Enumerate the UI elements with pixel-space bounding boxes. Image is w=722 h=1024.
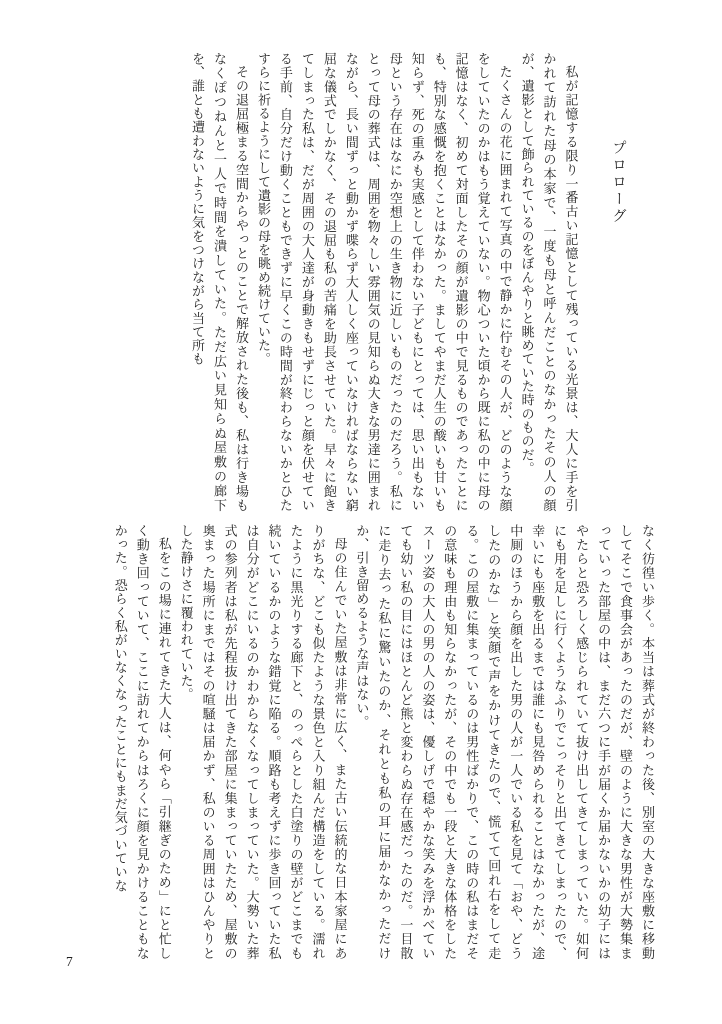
paragraph: たくさんの花に囲まれて写真の中で静かに佇むその人が、どのような顔をしていたのかはもう覚えていない。物心ついた頃から既に私の中に母の記憶はなく、初めて対面したその顔が遺影の中で見るものであったことにも、特別な感慨を抱くことはなかった。ましてやまだ人生の酸いも甘いも知らず、死の重みも実感として伴わない子どもにとっては、思い出もない母という存在はなにか空想上の生き物に近しいものだったのだろう。私にとって母の葬式は、周囲を物々しい雰囲気の見知らぬ大きな男達に囲まれながら、長い間ずっと動かず喋らず大人しく座っていなければならない窮屈な儀式でしかなく、その退屈も私の苦痛を助長させていた。早々に飽きてしまった私は、だが周囲の大人達が身動きもせずにじっと顔を伏せている手前、自分だけ動くこともできずに早くこの時間が終わらないかとひたすらに祈るようにして遺影の母を眺め続けていた。 bbox=[255, 52, 513, 512]
paragraph: 私をこの場に連れてきた大人は、何やら「引継ぎのため」にと忙しく動き回っていて、ここに訪れてからはろくに顔を見かけることもなかった。恐らく私がいなくなったことにもまだ気づいていな bbox=[112, 524, 172, 960]
chapter-title: プロローグ bbox=[610, 140, 626, 226]
paragraph: その退屈極まる空間からやっとのことで解放された後も、私は行き場もなくぽつねんと一人で時間を潰していた。ただ広い見知らぬ屋敷の廊下を、誰とも遭わないように気をつけながら当て所も bbox=[190, 52, 249, 512]
paragraph: 母の住んでいた屋敷は非常に広く、また古い伝統的な日本家屋にありがちな、どこも似たような景色と入り組んだ構造をしている。濡れたように黒光りする廊下と、のっぺらとした白塗りの壁がどこまでも続いているかのような錯覚に陥る。順路も考えずに歩き回っていた私は自分がどこにいるのかわからなくなってしまっていた。大勢いた葬式の参列者は私が先程抜け出てきた部屋に集まっていたため、屋敷の奥まった場所にまではその喧騒は届かず、私のいる周囲はひんやりとした静けさに覆われていた。 bbox=[178, 524, 348, 960]
page-number: 7 bbox=[66, 954, 73, 969]
paragraph-continuation: なく彷徨い歩く。本当は葬式が終わった後、別室の大きな座敷に移動してそこで食事会があったのだが、壁のように大きな男性が大勢集まっていった部屋の中は、まだ六つに手が届くか届かないかの幼子にはやたらと恐ろしく感じられていて抜け出してきてしまっていた。如何にも用を足しに行くようなふりでこっそりと出てきてしまったので、幸いにも座敷を出るまでは誰にも見咎められることはなかったが、途中厠のほうから顔を出した男の人が一人でいる私を見て「おや、どうしたのかな」と笑顔で声をかけてきたので、慌てて回れ右をして走る。この屋敷に集まっているのは男性ばかりで、この時の私はまだその意味も理由も知らなかったが、その中でも一段と大きな体格をしたスーツ姿の大人の男の人の姿は、優しげで穏やかな笑みを浮かべていても幼い私の目にはほとんど熊と変わらぬ存在感だったのだ。一目散に走り去った私に驚いたのか、それとも私の耳に届かなかっただけか、引き留めるような声はない。 bbox=[354, 524, 655, 960]
paragraph: 私が記憶する限り一番古い記憶として残っている光景は、大人に手を引かれて訪れた母の本家で、一度も母と呼んだことのなかったその人の顔が、遺影として飾られているのをぼんやりと眺めていた時のものだ。 bbox=[519, 52, 579, 512]
text-block-bottom bbox=[76, 524, 658, 960]
text-block-top bbox=[85, 52, 630, 512]
